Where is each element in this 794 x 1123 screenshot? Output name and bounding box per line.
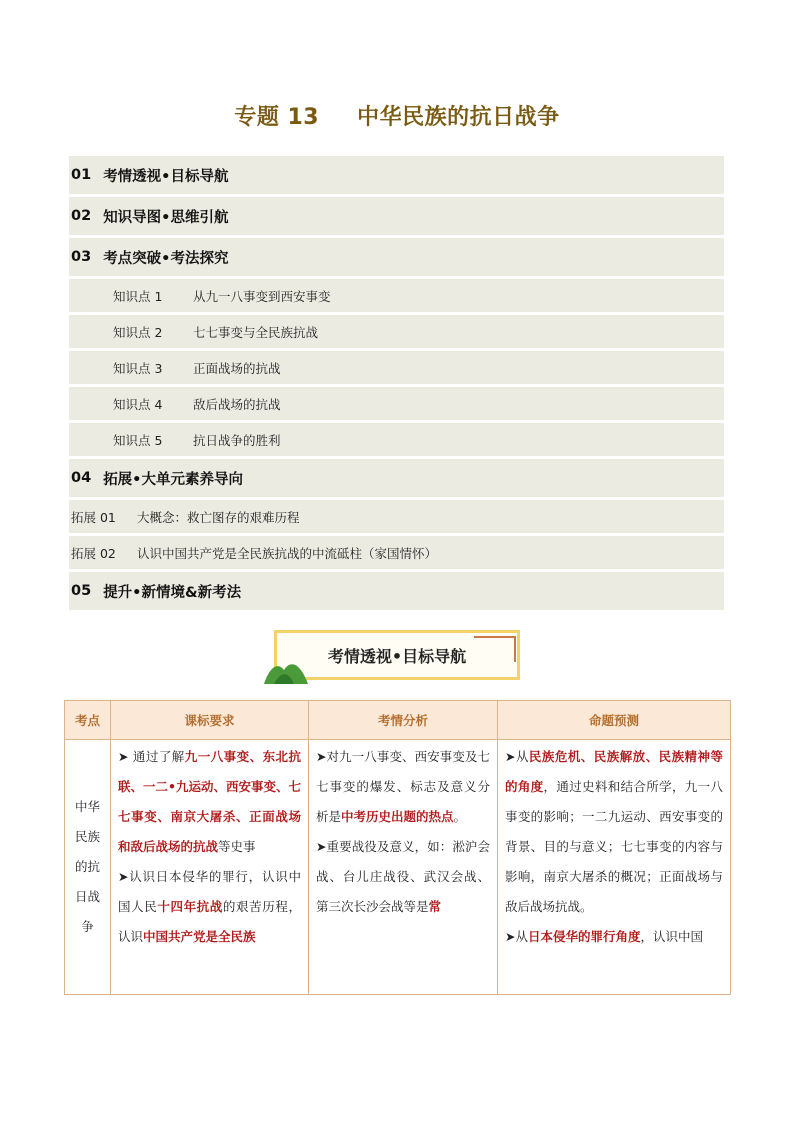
cell-mingti: ➤从民族危机、民族解放、民族精神等的角度，通过史料和结合所学，九一八事变的影响；一二九运动、西安事变的背景、目的与意义；七七事变的内容与影响，南京大屠杀的概况；正面战场与敌后战场抗战。 ➤从日本侵华的罪行角度，认识中国 bbox=[498, 740, 731, 995]
toc-section-03[interactable]: 03 考点突破•考法探究 bbox=[69, 238, 724, 276]
header-kaoqing: 考情分析 bbox=[309, 701, 498, 740]
toc-section-02[interactable]: 02 知识导图•思维引航 bbox=[69, 197, 724, 235]
toc-section-05[interactable]: 05 提升•新情境&新考法 bbox=[69, 572, 724, 610]
hill-icon bbox=[264, 658, 308, 684]
header-kebiao: 课标要求 bbox=[111, 701, 309, 740]
cell-kaodian: 中华民族的抗日战争 bbox=[65, 740, 111, 995]
page-title bbox=[0, 100, 794, 131]
header-kaodian: 考点 bbox=[65, 701, 111, 740]
table-of-contents bbox=[69, 156, 724, 613]
table-header-row bbox=[65, 701, 731, 740]
topic-number: 专题 13 bbox=[234, 105, 320, 130]
toc-section-01[interactable]: 01 考情透视•目标导航 bbox=[69, 156, 724, 194]
toc-point-4[interactable]: 知识点 4 敌后战场的抗战 bbox=[69, 387, 724, 420]
toc-extension-02[interactable]: 拓展 02 认识中国共产党是全民族抗战的中流砥柱（家国情怀） bbox=[69, 536, 724, 569]
toc-point-1[interactable]: 知识点 1 从九一八事变到西安事变 bbox=[69, 279, 724, 312]
header-mingti: 命题预测 bbox=[498, 701, 731, 740]
banner-corner-decoration bbox=[474, 636, 516, 662]
table-row bbox=[65, 740, 731, 995]
toc-point-5[interactable]: 知识点 5 抗日战争的胜利 bbox=[69, 423, 724, 456]
toc-extension-01[interactable]: 拓展 01 大概念：救亡图存的艰难历程 bbox=[69, 500, 724, 533]
toc-point-2[interactable]: 知识点 2 七七事变与全民族抗战 bbox=[69, 315, 724, 348]
cell-kaoqing: ➤对九一八事变、西安事变及七七事变的爆发、标志及意义分析是中考历史出题的热点。 ➤重要战役及意义，如：淞沪会战、台儿庄战役、武汉会战、第三次长沙会战等是常 bbox=[309, 740, 498, 995]
cell-kebiao: ➤ 通过了解九一八事变、东北抗联、一二•九运动、西安事变、七七事变、南京大屠杀、正面战场和敌后战场的抗战等史事 ➤认识日本侵华的罪行，认识中国人民十四年抗战的艰苦历程，认识中国共产党是全民族 bbox=[111, 740, 309, 995]
topic-name: 中华民族的抗日战争 bbox=[357, 105, 560, 130]
section-banner bbox=[264, 628, 524, 686]
toc-point-3[interactable]: 知识点 3 正面战场的抗战 bbox=[69, 351, 724, 384]
banner-title: 考情透视•目标导航 bbox=[327, 646, 467, 666]
exam-analysis-table bbox=[64, 700, 731, 995]
toc-section-04[interactable]: 04 拓展•大单元素养导向 bbox=[69, 459, 724, 497]
